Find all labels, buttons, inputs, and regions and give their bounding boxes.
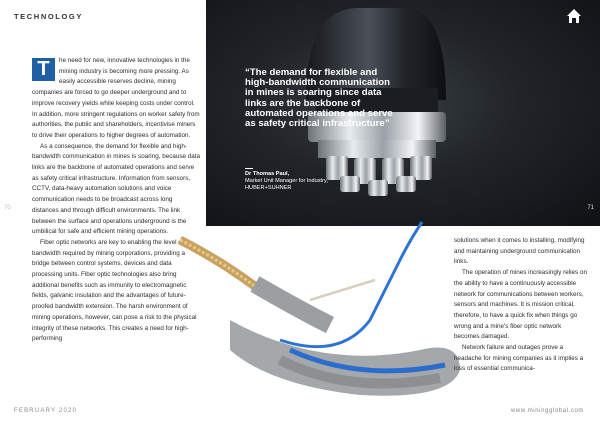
page-number-right: 71 bbox=[587, 205, 594, 211]
home-icon[interactable] bbox=[566, 8, 582, 24]
section-label: TECHNOLOGY bbox=[14, 12, 83, 21]
paragraph: As a consequence, the demand for flexible and high-bandwidth communication in mines is soaring, because data links are the backbone of automated operations and serve as safety critical infrastructure. Information from sensors, CCTV, data-heavy automation solutions and voice communication needs to be broadcast across long distances and through difficult environments. The link between the surface and operations underground is the umbilical for safe and efficient mining operations. bbox=[32, 142, 201, 236]
page-number-left: 70 bbox=[4, 205, 11, 211]
paragraph: T he need for new, innovative technologies in the mining industry is becoming more pressing. As easily accessible reserves decline, mining companies are forced to go deeper underground and to improve recovery yields while keeping costs under control. In addition, more stringent regulations on worker safety from authorities, the public and shareholders, incentivise miners to drive their operations to higher degrees of automation. bbox=[32, 57, 200, 139]
quote-attribution bbox=[245, 171, 375, 192]
pull-quote: “The demand for flexible and high-bandwidth communication in mines is soaring since data links are the backbone of automated operations and serve as safety critical infrastructure” bbox=[245, 67, 393, 130]
author-name: Dr Thomas Paul, bbox=[245, 171, 290, 177]
quote-divider bbox=[245, 168, 253, 169]
website-url[interactable]: www.miningglobal.com bbox=[510, 408, 584, 414]
author-role: Market Unit Manager for Industry, bbox=[245, 178, 328, 184]
author-company: HUBER+SUHNER bbox=[245, 185, 292, 191]
paragraph: solutions when it comes to installing, modifying and maintaining underground communication links. bbox=[454, 237, 585, 266]
paragraph: Fiber optic networks are key to enabling the level of bandwidth required by mining corporations, providing a bridge between control systems, devices and data processing units. Fiber optic technologies also bring additional benefits such as immunity to electromagnetic fields, galvanic insulation and the advantages of future-proofed bandwidth extension. The harsh environment of mining operations, however, can pose a risk to the physical integrity of these networks. This creates a need for high-performing bbox=[32, 238, 197, 343]
paragraph: Network failure and outages prove a headache for mining companies as it implies a loss of essential communica- bbox=[454, 344, 584, 373]
article-column-right bbox=[454, 236, 588, 375]
issue-date: FEBRUARY 2020 bbox=[14, 408, 78, 414]
drop-cap: T bbox=[32, 58, 55, 81]
paragraph: The operation of mines increasingly relies on the ability to have a continuously accessible network for communications between workers, sensors and machines. It is mission critical, therefore, to have a quick fix when things go wrong and a mine's fiber optic network becomes damaged. bbox=[454, 269, 587, 341]
fiber-cable-illustration bbox=[160, 200, 460, 410]
